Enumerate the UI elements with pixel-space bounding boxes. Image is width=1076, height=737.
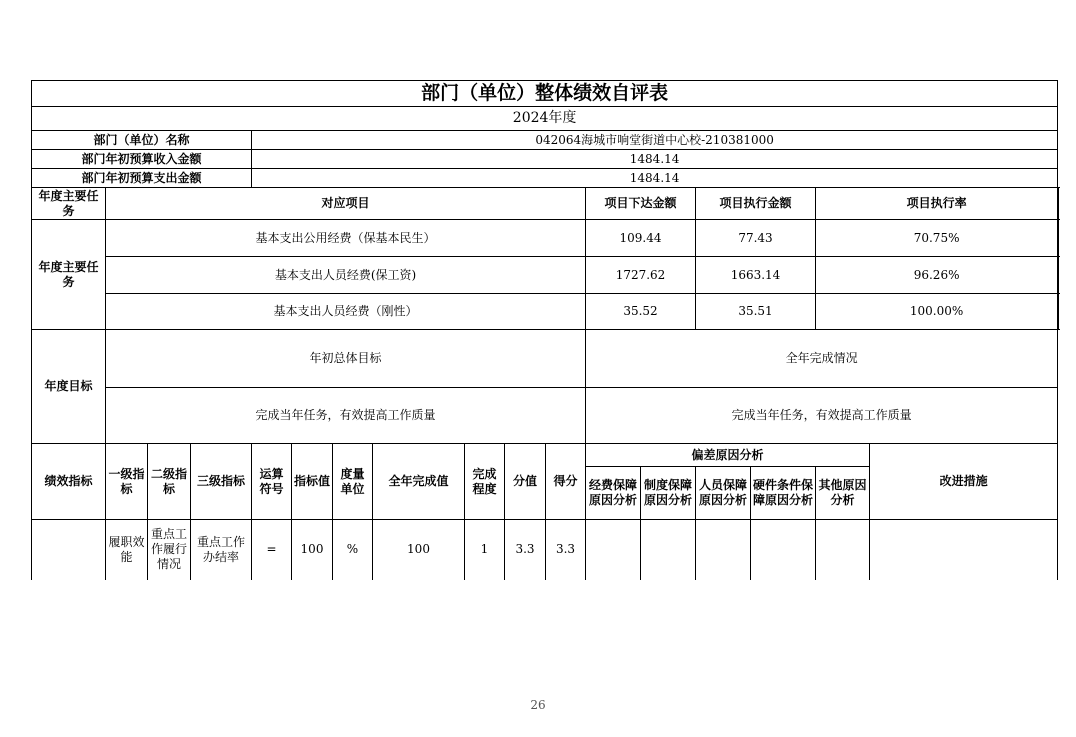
col-allocated: 项目下达金额 <box>586 188 696 220</box>
task-rate: 70.75% <box>816 220 1058 257</box>
dev-system: 制度保障原因分析 <box>641 467 696 520</box>
ind-level3: 重点工作办结率 <box>191 520 252 580</box>
dev-other: 其他原因分析 <box>816 467 870 520</box>
ind-score: 3.3 <box>546 520 586 580</box>
tasks-side-label: 年度主要任务 <box>32 220 106 330</box>
dev-staff: 人员保障原因分析 <box>696 467 751 520</box>
task-executed: 1663.14 <box>696 257 816 294</box>
evaluation-table <box>31 80 1059 580</box>
indicator-row <box>32 520 1059 580</box>
task-rate: 100.00% <box>816 294 1058 330</box>
ind-target: 100 <box>292 520 333 580</box>
task-executed: 77.43 <box>696 220 816 257</box>
task-item: 基本支出人员经费（刚性） <box>106 294 586 330</box>
indicators-label: 绩效指标 <box>32 444 106 520</box>
task-row <box>32 257 1059 294</box>
deviation-header: 偏差原因分析 <box>586 444 870 467</box>
goals-label: 年度目标 <box>32 330 106 444</box>
task-rate: 96.26% <box>816 257 1058 294</box>
budget-expense-value: 1484.14 <box>252 169 1058 188</box>
initial-goal-text: 完成当年任务，有效提高工作质量 <box>106 388 586 444</box>
fiscal-year: 2024年度 <box>32 107 1058 131</box>
unit-name-label: 部门（单位）名称 <box>32 131 252 150</box>
page-number: 26 <box>530 698 546 712</box>
col-operator: 运算符号 <box>252 444 292 520</box>
col-actual: 全年完成值 <box>373 444 465 520</box>
col-item: 对应项目 <box>106 188 586 220</box>
col-ind-score-value: 分值 <box>505 444 546 520</box>
ind-level2: 重点工作履行情况 <box>148 520 191 580</box>
dev-funding: 经费保障原因分析 <box>586 467 641 520</box>
ind-improvement <box>870 520 1058 580</box>
initial-goal-header: 年初总体目标 <box>106 330 586 388</box>
indicator-blank <box>32 520 106 580</box>
completion-header: 全年完成情况 <box>586 330 1058 388</box>
ind-degree: 1 <box>465 520 505 580</box>
task-allocated: 1727.62 <box>586 257 696 294</box>
col-ind-score: 得分 <box>546 444 586 520</box>
col-degree: 完成程度 <box>465 444 505 520</box>
col-level1: 一级指标 <box>106 444 148 520</box>
self-evaluation-sheet <box>31 80 1059 580</box>
task-row <box>32 294 1059 330</box>
task-item: 基本支出公用经费（保基本民生） <box>106 220 586 257</box>
dev-hardware: 硬件条件保障原因分析 <box>751 467 816 520</box>
ind-actual: 100 <box>373 520 465 580</box>
ind-dev-funding <box>586 520 641 580</box>
ind-dev-system <box>641 520 696 580</box>
budget-income-value: 1484.14 <box>252 150 1058 169</box>
unit-name-value: 042064海城市响堂街道中心校-210381000 <box>252 131 1058 150</box>
ind-operator: = <box>252 520 292 580</box>
ind-unit: % <box>333 520 373 580</box>
budget-expense-label: 部门年初预算支出金额 <box>32 169 252 188</box>
sheet-title: 部门（单位）整体绩效自评表 <box>32 81 1058 107</box>
col-executed: 项目执行金额 <box>696 188 816 220</box>
completion-text: 完成当年任务，有效提高工作质量 <box>586 388 1058 444</box>
ind-dev-staff <box>696 520 751 580</box>
col-improvement: 改进措施 <box>870 444 1058 520</box>
ind-dev-other <box>816 520 870 580</box>
col-target: 指标值 <box>292 444 333 520</box>
task-allocated: 109.44 <box>586 220 696 257</box>
budget-income-label: 部门年初预算收入金额 <box>32 150 252 169</box>
ind-level1: 履职效能 <box>106 520 148 580</box>
task-allocated: 35.52 <box>586 294 696 330</box>
ind-score-value: 3.3 <box>505 520 546 580</box>
task-row <box>32 220 1059 257</box>
col-level3: 三级指标 <box>191 444 252 520</box>
task-item: 基本支出人员经费(保工资) <box>106 257 586 294</box>
ind-dev-hardware <box>751 520 816 580</box>
col-rate: 项目执行率 <box>816 188 1058 220</box>
tasks-header-label: 年度主要任务 <box>32 188 106 220</box>
task-executed: 35.51 <box>696 294 816 330</box>
col-level2: 二级指标 <box>148 444 191 520</box>
col-unit: 度量单位 <box>333 444 373 520</box>
